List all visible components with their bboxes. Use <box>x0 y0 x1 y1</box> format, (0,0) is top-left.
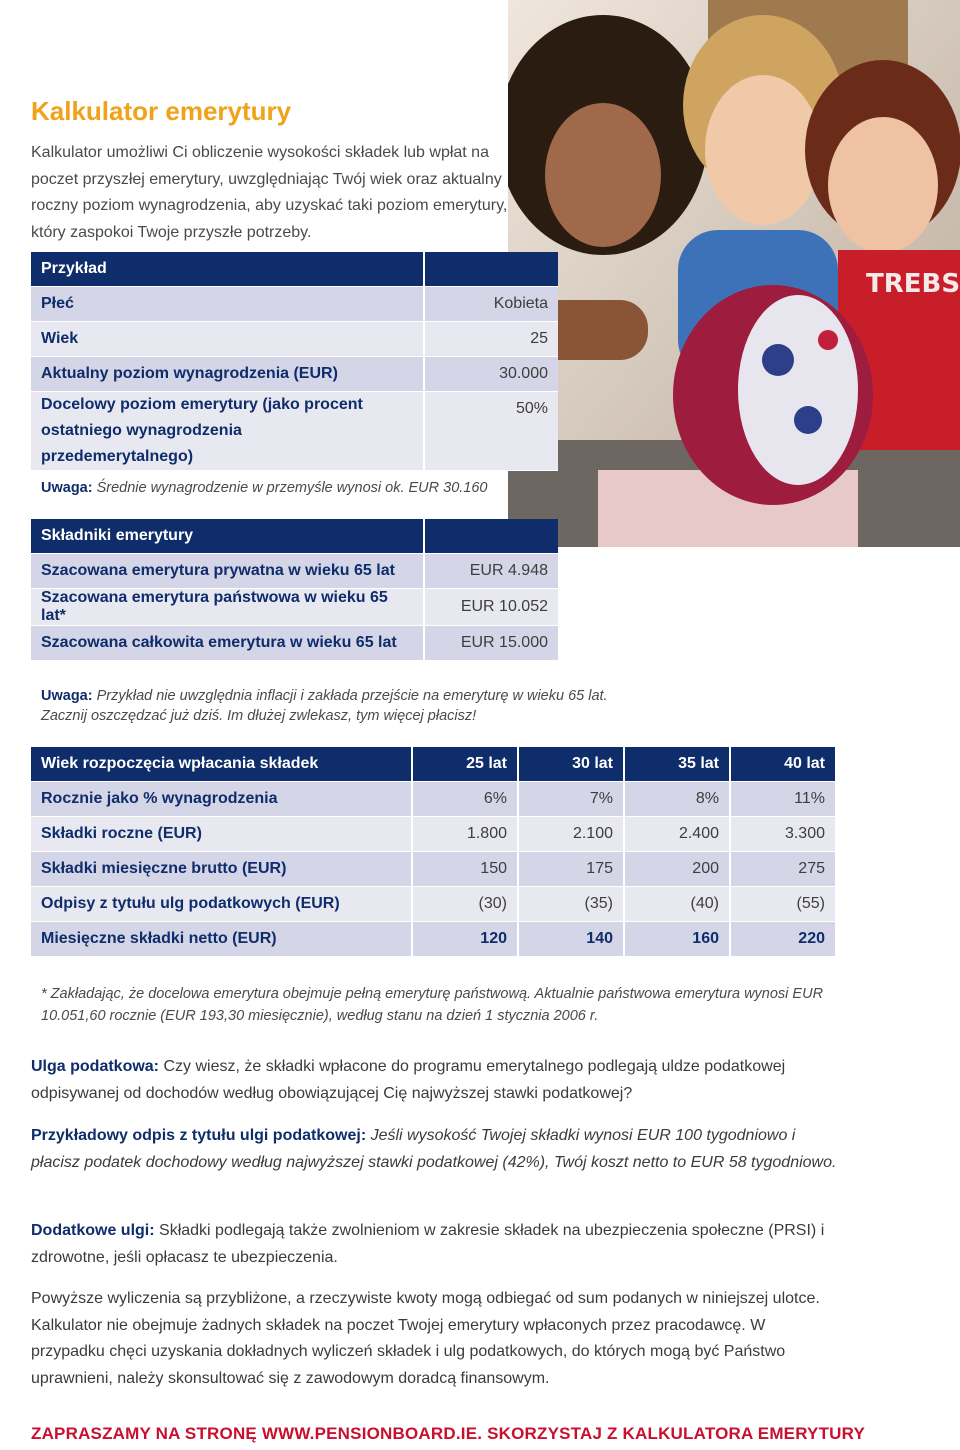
cell: 150 <box>411 852 517 887</box>
row-label: Wiek <box>31 322 423 357</box>
contrib-header: Wiek rozpoczęcia wpłacania składek <box>31 747 411 782</box>
cell: 140 <box>517 922 623 957</box>
tax-example-paragraph <box>31 1123 841 1176</box>
cell: (55) <box>729 887 835 922</box>
example-table <box>31 252 558 471</box>
row-label: Płeć <box>31 287 423 322</box>
tax-relief-text: Czy wiesz, że składki wpłacone do programu emerytalnego podlegają uldze podatkowej odpisywanej od dochodów według obowiązującej Cię najwyższej stawki podatkowej? <box>31 1058 786 1102</box>
table-row <box>31 817 835 852</box>
table-row <box>31 852 835 887</box>
note-prefix: Uwaga: <box>41 480 93 496</box>
contributions-table <box>31 747 835 957</box>
row-value: 25 <box>423 322 558 357</box>
table-row <box>31 357 558 392</box>
disclaimer-paragraph: Powyższe wyliczenia są przybliżone, a rzeczywiste kwoty mogą odbiegać od sum podanych w niniejszej ulotce. Kalkulator nie obejmuje żadnych składek na poczet Twojej emerytury wpłaconych przez pracodawcę. W przypadku chęci uzyskania dokładnych wyliczeń składek i ulg podatkowych, do których mogą być Państwo uprawnieni, należy skonsultować się z zawodowym doradcą finansowym. <box>31 1290 820 1387</box>
photo-lettering: TREBS <box>866 269 960 299</box>
row-value: 50% <box>423 392 558 471</box>
cell: (40) <box>623 887 729 922</box>
row-label: Szacowana emerytura państwowa w wieku 65 lat* <box>31 589 423 626</box>
row-value: EUR 10.052 <box>423 589 558 626</box>
table-row <box>31 782 835 817</box>
row-label: Szacowana emerytura prywatna w wieku 65 lat <box>31 554 423 589</box>
note-prefix: Uwaga: <box>41 688 93 704</box>
table-row <box>31 322 558 357</box>
cell: 1.800 <box>411 817 517 852</box>
pension-components-table <box>31 519 558 661</box>
extra-relief-text: Składki podlegają także zwolnieniom w zakresie składek na ubezpieczenia społeczne (PRSI) i zdrowotne, jeśli opłacasz te ubezpieczenia. <box>31 1222 825 1266</box>
tax-example-label: Przykładowy odpis z tytułu ulgi podatkowej: <box>31 1127 367 1144</box>
cell: 120 <box>411 922 517 957</box>
intro-paragraph: Kalkulator umożliwi Ci obliczenie wysokości składek lub wpłat na poczet przyszłej emerytury, uwzględniając Twój wiek oraz aktualny roczny poziom wynagrodzenia, aby uzyskać taki poziom emerytury, który zaspokoi Twoje przyszłe potrzeby. <box>31 144 508 241</box>
tax-relief-label: Ulga podatkowa: <box>31 1058 160 1075</box>
note-inflation <box>41 686 608 726</box>
note-average-salary <box>41 478 488 498</box>
row-label: Miesięczne składki netto (EUR) <box>31 922 411 957</box>
table-header-row <box>31 252 558 287</box>
row-value: 30.000 <box>423 357 558 392</box>
header-blank-cell <box>423 252 558 287</box>
footnote: * Zakładając, że docelowa emerytura obejmuje pełną emeryturę państwową. Aktualnie państwowa emerytura wynosi EUR 10.051,60 rocznie (EUR 193,30 miesięcznie), według stanu na dzień 1 stycznia 2006 r. <box>41 986 824 1024</box>
cell: 275 <box>729 852 835 887</box>
note-line-2: Zacznij oszczędzać już dziś. Im dłużej zwlekasz, tym więcej płacisz! <box>41 708 477 724</box>
row-value: EUR 15.000 <box>423 626 558 661</box>
components-header: Składniki emerytury <box>31 519 423 554</box>
extra-relief-label: Dodatkowe ulgi: <box>31 1222 155 1239</box>
website-call-to-action: ZAPRASZAMY NA STRONĘ WWW.PENSIONBOARD.IE. SKORZYSTAJ Z KALKULATORA EMERYTURY <box>31 1424 866 1443</box>
row-value: Kobieta <box>423 287 558 322</box>
example-header: Przykład <box>31 252 423 287</box>
three-women-photo <box>508 0 960 547</box>
cell: 2.100 <box>517 817 623 852</box>
column-header: 25 lat <box>411 747 517 782</box>
column-header: 40 lat <box>729 747 835 782</box>
cell: 2.400 <box>623 817 729 852</box>
cell: 8% <box>623 782 729 817</box>
row-label: Składki roczne (EUR) <box>31 817 411 852</box>
cell: 7% <box>517 782 623 817</box>
row-label: Aktualny poziom wynagrodzenia (EUR) <box>31 357 423 392</box>
cell: (30) <box>411 887 517 922</box>
table-row <box>31 887 835 922</box>
row-label: Szacowana całkowita emerytura w wieku 65 lat <box>31 626 423 661</box>
cell: 175 <box>517 852 623 887</box>
table-header-row <box>31 747 835 782</box>
table-row <box>31 626 558 661</box>
tax-example-text: Jeśli wysokość Twojej składki wynosi EUR 100 tygodniowo i płacisz podatek dochodowy według najwyższej stawki podatkowej (42%), Twój koszt netto to EUR 58 tygodniowo. <box>31 1127 837 1171</box>
table-header-row <box>31 519 558 554</box>
table-row <box>31 287 558 322</box>
row-label: Docelowy poziom emerytury (jako procent ostatniego wynagrodzenia przedemerytalnego) <box>31 392 423 471</box>
table-row <box>31 922 835 957</box>
cell: 160 <box>623 922 729 957</box>
cell: 200 <box>623 852 729 887</box>
table-row <box>31 392 558 471</box>
note-text: Średnie wynagrodzenie w przemyśle wynosi ok. EUR 30.160 <box>96 480 488 496</box>
row-label: Rocznie jako % wynagrodzenia <box>31 782 411 817</box>
table-row <box>31 554 558 589</box>
extra-relief-paragraph <box>31 1218 841 1271</box>
cell: 6% <box>411 782 517 817</box>
cell: (35) <box>517 887 623 922</box>
header-blank-cell <box>423 519 558 554</box>
column-header: 35 lat <box>623 747 729 782</box>
cell: 3.300 <box>729 817 835 852</box>
note-line-1: Przykład nie uwzględnia inflacji i zakłada przejście na emeryturę w wieku 65 lat. <box>96 688 608 704</box>
table-row <box>31 589 558 626</box>
cell: 220 <box>729 922 835 957</box>
row-label: Składki miesięczne brutto (EUR) <box>31 852 411 887</box>
row-label: Odpisy z tytułu ulg podatkowych (EUR) <box>31 887 411 922</box>
row-value: EUR 4.948 <box>423 554 558 589</box>
tax-relief-paragraph <box>31 1054 841 1107</box>
page-title: Kalkulator emerytury <box>31 96 292 126</box>
column-header: 30 lat <box>517 747 623 782</box>
cell: 11% <box>729 782 835 817</box>
